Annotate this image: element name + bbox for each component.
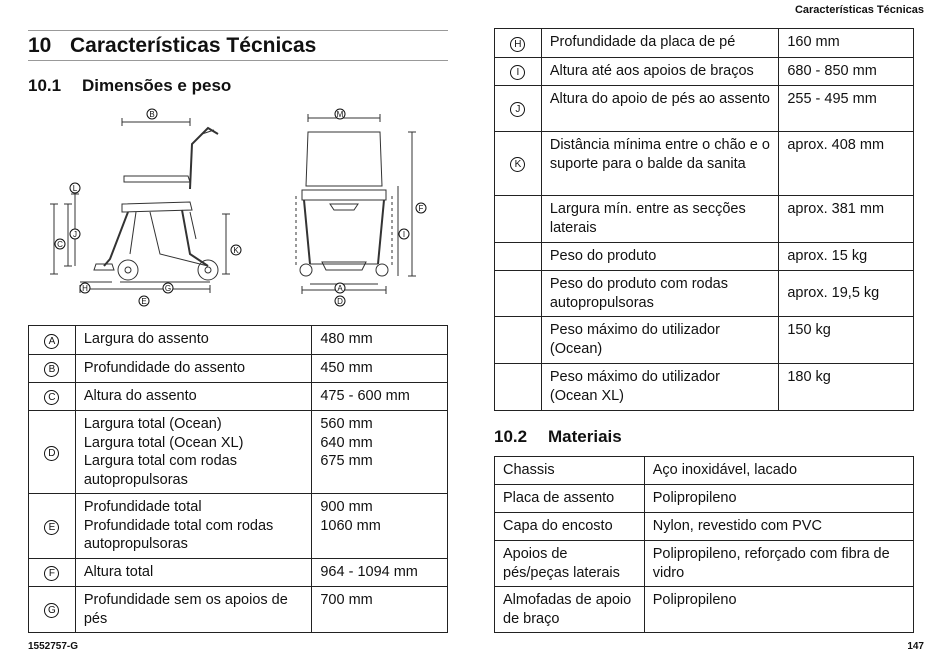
row-marker: C — [29, 383, 76, 411]
dimension-label: Altura do assento — [75, 383, 312, 411]
dimension-value: aprox. 408 mm — [779, 132, 914, 196]
dimension-label: Profundidade sem os apoios de pés — [75, 587, 312, 633]
table-row — [495, 58, 914, 86]
dimension-value: 150 kg — [779, 317, 914, 364]
table-row — [495, 587, 914, 633]
chapter-heading — [28, 34, 316, 58]
dimension-value: 475 - 600 mm — [312, 383, 448, 411]
row-marker — [495, 243, 542, 271]
dimension-value: 450 mm — [312, 355, 448, 383]
row-marker: B — [29, 355, 76, 383]
table-row — [495, 457, 914, 485]
dimension-value: aprox. 15 kg — [779, 243, 914, 271]
table-row — [495, 196, 914, 243]
dimension-value: 964 - 1094 mm — [312, 559, 448, 587]
material-value: Polipropileno, reforçado com fibra de vidro — [644, 541, 913, 587]
dimensions-table-right — [494, 28, 914, 411]
row-marker — [495, 271, 542, 317]
row-marker: G — [29, 587, 76, 633]
row-marker — [495, 317, 542, 364]
drawing-label-g: G — [164, 284, 172, 293]
drawing-label-i: I — [402, 230, 406, 239]
drawing-label-b: B — [149, 110, 155, 119]
table-row — [29, 411, 448, 494]
dimension-value: aprox. 19,5 kg — [779, 271, 914, 317]
dimension-label: Largura mín. entre as secções laterais — [541, 196, 778, 243]
row-marker — [495, 364, 542, 411]
table-row — [495, 485, 914, 513]
table-row — [29, 587, 448, 633]
materials-table — [494, 456, 914, 633]
material-part: Apoios de pés/peças laterais — [495, 541, 645, 587]
drawing-label-a: A — [337, 284, 343, 293]
dimension-label: Peso máximo do utilizador (Ocean) — [541, 317, 778, 364]
section-number: 10.1 — [28, 76, 62, 95]
drawing-label-d: D — [337, 297, 343, 306]
section-title: Materiais — [548, 427, 622, 446]
dimension-value: 180 kg — [779, 364, 914, 411]
dimension-label: Peso do produto com rodas autopropulsoras — [541, 271, 778, 317]
chapter-number: 10 — [28, 34, 52, 57]
dimension-label: Profundidade total Profundidade total com rodas autopropulsoras — [75, 494, 312, 559]
dimension-value: 900 mm 1060 mm — [312, 494, 448, 559]
chair-drawing — [40, 104, 440, 310]
section-title: Dimensões e peso — [82, 76, 232, 95]
row-marker: I — [495, 58, 542, 86]
table-row — [495, 243, 914, 271]
row-marker: A — [29, 326, 76, 355]
material-value: Aço inoxidável, lacado — [644, 457, 913, 485]
dimension-value: aprox. 381 mm — [779, 196, 914, 243]
table-row — [495, 86, 914, 132]
table-row — [495, 513, 914, 541]
heading-rule-top — [28, 30, 448, 31]
row-marker: E — [29, 494, 76, 559]
dimension-value: 480 mm — [312, 326, 448, 355]
table-row — [495, 364, 914, 411]
drawing-label-m: M — [336, 110, 344, 119]
table-row — [29, 559, 448, 587]
material-part: Capa do encosto — [495, 513, 645, 541]
dimension-value: 700 mm — [312, 587, 448, 633]
material-part: Chassis — [495, 457, 645, 485]
row-marker: H — [495, 29, 542, 58]
material-value: Nylon, revestido com PVC — [644, 513, 913, 541]
page-number: 147 — [907, 641, 924, 652]
material-value: Polipropileno — [644, 485, 913, 513]
row-marker: J — [495, 86, 542, 132]
dimension-label: Peso do produto — [541, 243, 778, 271]
table-row — [495, 29, 914, 58]
table-row — [29, 494, 448, 559]
drawing-label-h: H — [82, 284, 88, 293]
material-part: Almofadas de apoio de braço — [495, 587, 645, 633]
chapter-title: Características Técnicas — [70, 34, 317, 57]
table-row — [29, 326, 448, 355]
dimension-label: Profundidade da placa de pé — [541, 29, 778, 58]
drawing-label-j: J — [73, 230, 77, 239]
table-row — [29, 355, 448, 383]
dimension-label: Largura do assento — [75, 326, 312, 355]
dimension-label: Altura do apoio de pés ao assento — [541, 86, 778, 132]
dimension-label: Altura total — [75, 559, 312, 587]
dimension-value: 560 mm 640 mm 675 mm — [312, 411, 448, 494]
section-materials-heading — [494, 427, 622, 447]
dimension-value: 160 mm — [779, 29, 914, 58]
dimension-label: Distância mínima entre o chão e o suporte para o balde da sanita — [541, 132, 778, 196]
dimensions-table-left — [28, 325, 448, 633]
row-marker: K — [495, 132, 542, 196]
table-row — [495, 132, 914, 196]
running-header: Características Técnicas — [794, 4, 924, 16]
table-row — [29, 383, 448, 411]
material-part: Placa de assento — [495, 485, 645, 513]
dimension-value: 680 - 850 mm — [779, 58, 914, 86]
drawing-label-f: F — [418, 204, 424, 213]
section-number: 10.2 — [494, 427, 528, 446]
table-row — [495, 541, 914, 587]
heading-rule-bottom — [28, 60, 448, 61]
table-row — [495, 271, 914, 317]
drawing-label-e: E — [141, 297, 147, 306]
document-number: 1552757-G — [28, 641, 79, 652]
drawing-label-l: L — [72, 184, 78, 193]
row-marker: F — [29, 559, 76, 587]
section-dimensions-heading — [28, 76, 231, 96]
dimension-label: Altura até aos apoios de braços — [541, 58, 778, 86]
row-marker — [495, 196, 542, 243]
material-value: Polipropileno — [644, 587, 913, 633]
row-marker: D — [29, 411, 76, 494]
dimension-value: 255 - 495 mm — [779, 86, 914, 132]
drawing-label-k: K — [233, 246, 239, 255]
table-row — [495, 317, 914, 364]
dimension-label: Profundidade do assento — [75, 355, 312, 383]
drawing-label-c: C — [57, 240, 63, 249]
dimension-label: Peso máximo do utilizador (Ocean XL) — [541, 364, 778, 411]
dimension-label: Largura total (Ocean) Largura total (Ocean XL) Largura total com rodas autopropulsoras — [75, 411, 312, 494]
